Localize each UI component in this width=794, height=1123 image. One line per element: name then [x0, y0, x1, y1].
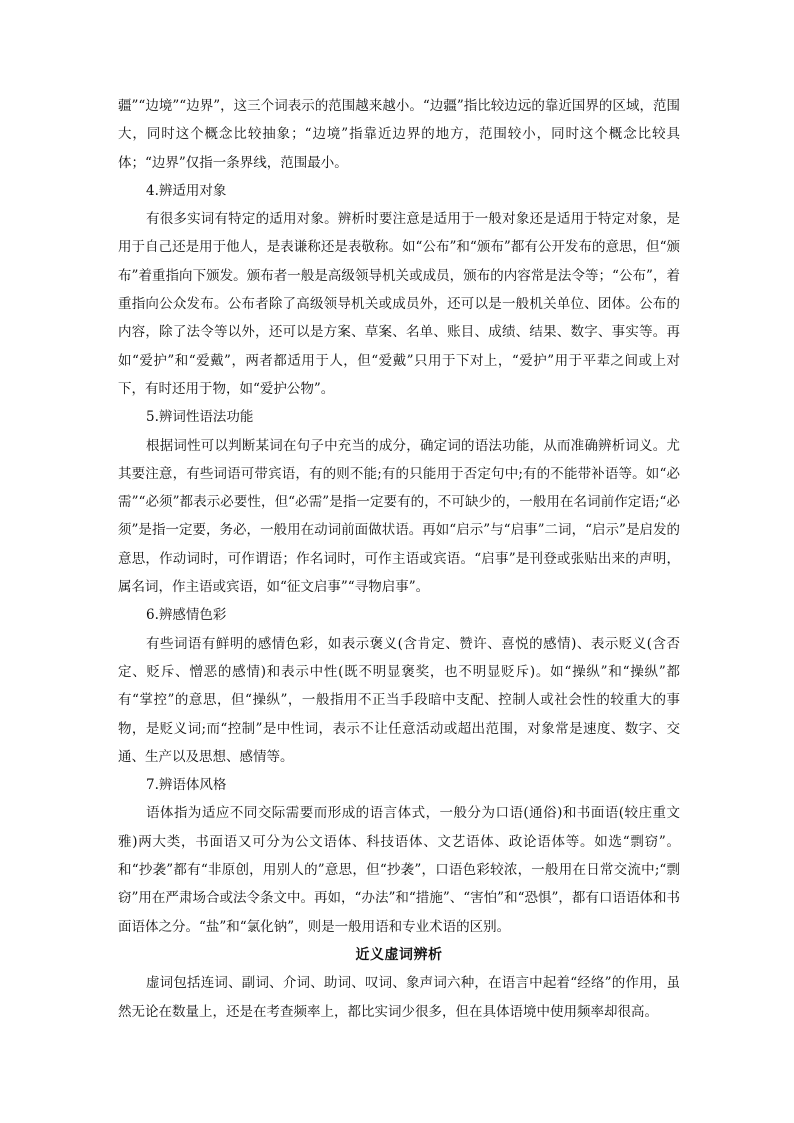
section-title-function-words: 近义虚词辨析: [355, 946, 443, 963]
paragraph-grammar-function: 根据词性可以判断某词在句子中充当的成分，确定词的语法功能，从而准确辨析词义。尤其要注意，有些词语可带宾语，有的则不能;有的只能用于否定句中;有的不能带补语等。如“必需”“必须”都表示必要性，但“必需”是指一定要有的，不可缺少的，一般用在名词前作定语;“必须”是指一定要，务必，一般用在动词前面做状语。再如“启示”与“启事”二词，“启示”是启发的意思，作动词时，可作谓语；作名词时，可作主语或宾语。“启事”是刊登或张贴出来的声明，属名词，作主语或宾语，如“征文启事”“寻物启事”。: [118, 437, 680, 596]
subheading-register-style: 7.辨语体风格: [146, 777, 227, 794]
document-page: [118, 92, 680, 1026]
paragraph-register-style: 语体指为适应不同交际需要而形成的语言体式，一般分为口语(通俗)和书面语(较庄重文雅)两大类，书面语又可分为公文语体、科技语体、文艺语体、政论语体等。如选“剽窃”。和“抄袭”都有“非原创，用别人的”意思，但“抄袭”，口语色彩较浓，一般用在日常交流中;“剽窃”用在严肃场合或法令条文中。再如，“办法”和“措施”、“害怕”和“恐惧”，都有口语语体和书面语体之分。“盐”和“氯化钠”，则是一般用语和专业术语的区别。: [118, 805, 680, 935]
paragraph-boundary-terms: 疆”“边境”“边界”，这三个词表示的范围越来越小。“边疆”指比较边远的靠近国界的区域，范围大，同时这个概念比较抽象；“边境”指靠近边界的地方，范围较小，同时这个概念比较具体；“边界”仅指一条界线，范围最小。: [118, 98, 680, 171]
paragraph-emotional-color: 有些词语有鲜明的感情色彩，如表示褒义(含肯定、赞许、喜悦的感情)、表示贬义(含否定、贬斥、憎恶的感情)和表示中性(既不明显褒奖，也不明显贬斥)。如“操纵”和“操纵”都有“掌控”的意思，但“操纵”，一般指用不正当手段暗中支配、控制人或社会性的较重大的事物，是贬义词;而“控制”是中性词，表示不让任意活动或超出范围，对象常是速度、数字、交通、生产以及思想、感情等。: [118, 635, 680, 765]
paragraph-function-words: 虚词包括连词、副词、介词、助词、叹词、象声词六种，在语言中起着“经络”的作用，虽然无论在数量上，还是在考查频率上，都比实词少很多，但在具体语境中使用频率却很高。: [118, 975, 680, 1020]
subheading-emotional-color: 6.辨感情色彩: [146, 607, 227, 624]
paragraph-applicable-objects: 有很多实词有特定的适用对象。辨析时要注意是适用于一般对象还是适用于特定对象，是用于自己还是用于他人，是表谦称还是表敬称。如“公布”和“颁布”都有公开发布的意思，但“颁布”着重指向下颁发。颁布者一般是高级领导机关或成员，颁布的内容常是法令等；“公布”，着重指向公众发布。公布者除了高级领导机关或成员外，还可以是一般机关单位、团体。公布的内容，除了法令等以外，还可以是方案、草案、名单、账目、成绩、结果、数字、事实等。再如“爱护”和“爱戴”，两者都适用于人，但“爱戴”只用于下对上，“爱护”用于平辈之间或上对下，有时还用于物，如“爱护公物”。: [118, 211, 680, 397]
subheading-grammar-function: 5.辨词性语法功能: [146, 409, 254, 426]
subheading-applicable-objects: 4.辨适用对象: [146, 182, 227, 199]
